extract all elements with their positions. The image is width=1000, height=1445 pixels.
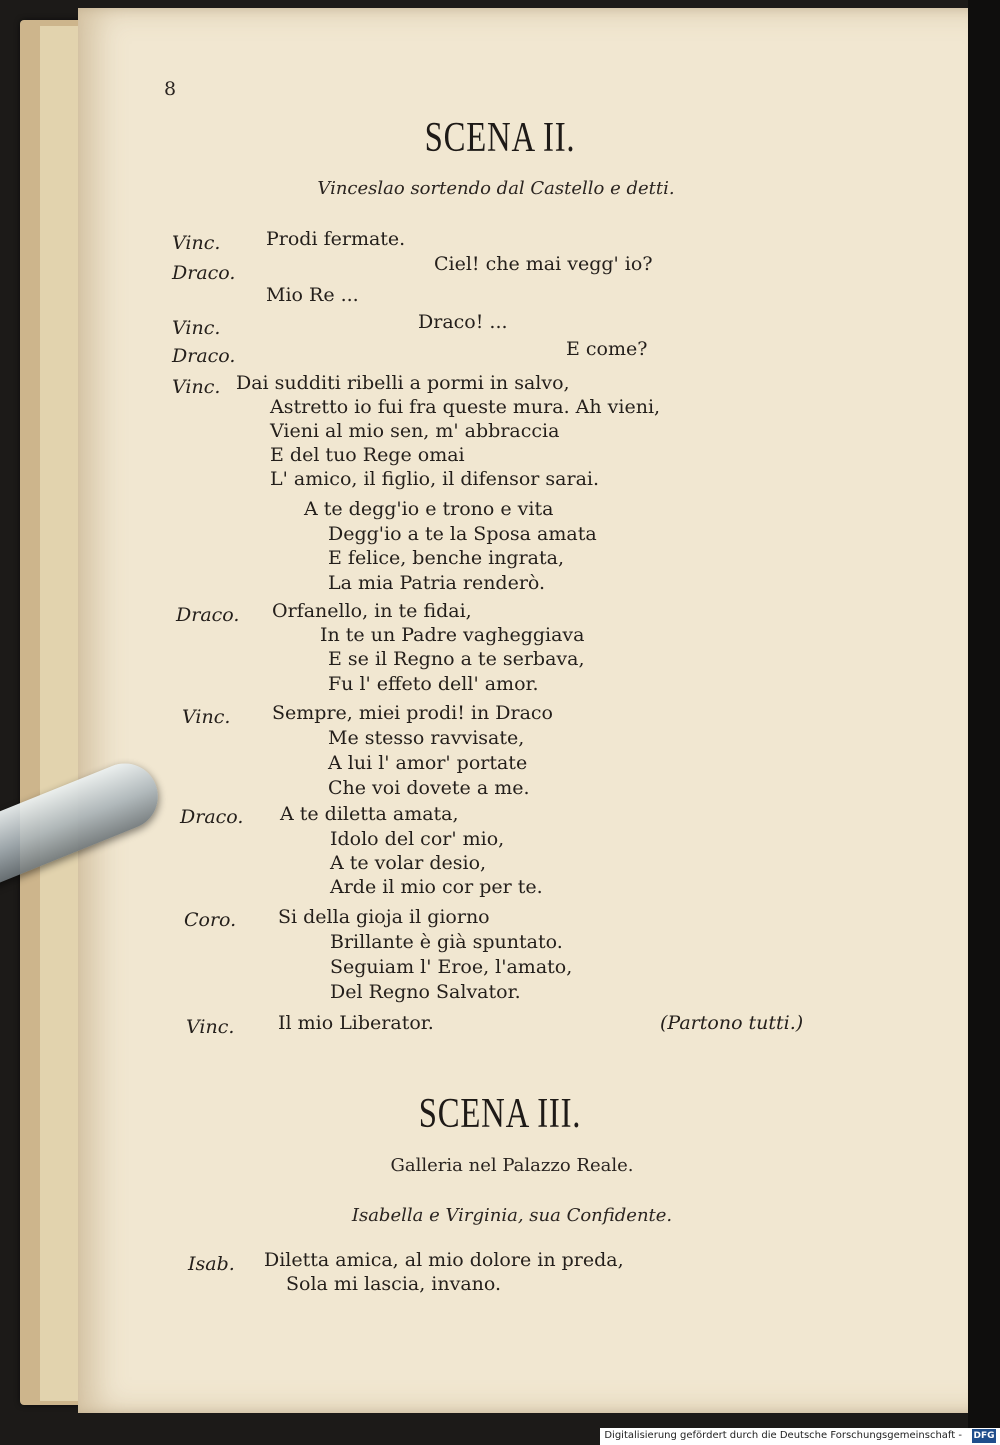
verse-line: In te un Padre vagheggiava — [320, 624, 585, 646]
verse-line: Orfanello, in te fidai, — [272, 600, 472, 622]
verse-line: Idolo del cor' mio, — [330, 828, 505, 850]
verse-line: Me stesso ravvisate, — [328, 727, 525, 749]
speaker-label: Draco. — [180, 806, 244, 828]
verse-line: L' amico, il figlio, il difensor sarai. — [270, 468, 600, 490]
stage-direction: Isabella e Virginia, sua Confidente. — [351, 1205, 673, 1226]
verse-line: A te diletta amata, — [280, 803, 459, 825]
scan-border — [968, 0, 1000, 1445]
exit-direction: (Partono tutti.) — [660, 1012, 804, 1034]
verse-line: E se il Regno a te serbava, — [328, 648, 585, 670]
verse-line: Mio Re ... — [266, 284, 359, 306]
verse-line: E come? — [566, 338, 648, 360]
speaker-label: Isab. — [188, 1253, 235, 1275]
speaker-label: Coro. — [184, 909, 237, 931]
verse-line: Sola mi lascia, invano. — [286, 1273, 502, 1295]
verse-line: Dai sudditi ribelli a pormi in salvo, — [236, 372, 570, 394]
verse-line: Brillante è già spuntato. — [330, 931, 563, 953]
verse-line: A lui l' amor' portate — [328, 752, 528, 774]
verse-line: Draco! ... — [418, 311, 508, 333]
verse-line: Del Regno Salvator. — [330, 981, 521, 1003]
stage-direction: Vinceslao sortendo dal Castello e detti. — [317, 178, 675, 199]
verse-line: Si della gioja il giorno — [278, 906, 490, 928]
speaker-label: Vinc. — [186, 1016, 235, 1038]
page-number: 8 — [164, 78, 177, 100]
scene-title: SCENA II. — [424, 115, 576, 161]
verse-line: Il mio Liberator. — [278, 1012, 434, 1034]
speaker-label: Vinc. — [182, 706, 231, 728]
footer-credit: Digitalisierung gefördert durch die Deutsche Forschungsgemeinschaft - — [604, 1430, 962, 1441]
speaker-label: Draco. — [176, 604, 240, 626]
speaker-label: Vinc. — [172, 317, 221, 339]
scene-setting: Galleria nel Palazzo Reale. — [390, 1155, 634, 1176]
speaker-label: Draco. — [172, 345, 236, 367]
verse-line: Astretto io fui fra queste mura. Ah vieni, — [270, 396, 661, 418]
verse-line: Ciel! che mai vegg' io? — [434, 253, 653, 275]
verse-line: La mia Patria renderò. — [328, 572, 546, 594]
speaker-label: Vinc. — [172, 232, 221, 254]
verse-line: Fu l' effeto dell' amor. — [328, 673, 539, 695]
verse-line: A te degg'io e trono e vita — [304, 498, 554, 520]
verse-line: Sempre, miei prodi! in Draco — [272, 702, 553, 724]
scene-title: SCENA III. — [418, 1091, 582, 1137]
verse-line: Degg'io a te la Sposa amata — [328, 523, 597, 545]
verse-line: E del tuo Rege omai — [270, 444, 465, 466]
speaker-label: Vinc. — [172, 376, 221, 398]
verse-line: Prodi fermate. — [266, 228, 406, 250]
dfg-logo: DFG — [973, 1431, 995, 1441]
verse-line: Vieni al mio sen, m' abbraccia — [270, 420, 560, 442]
verse-line: Che voi dovete a me. — [328, 777, 530, 799]
speaker-label: Draco. — [172, 262, 236, 284]
verse-line: A te volar desio, — [330, 852, 487, 874]
verse-line: Seguiam l' Eroe, l'amato, — [330, 956, 573, 978]
verse-line: E felice, benche ingrata, — [328, 547, 564, 569]
verse-line: Diletta amica, al mio dolore in preda, — [264, 1249, 624, 1271]
verse-line: Arde il mio cor per te. — [330, 876, 543, 898]
